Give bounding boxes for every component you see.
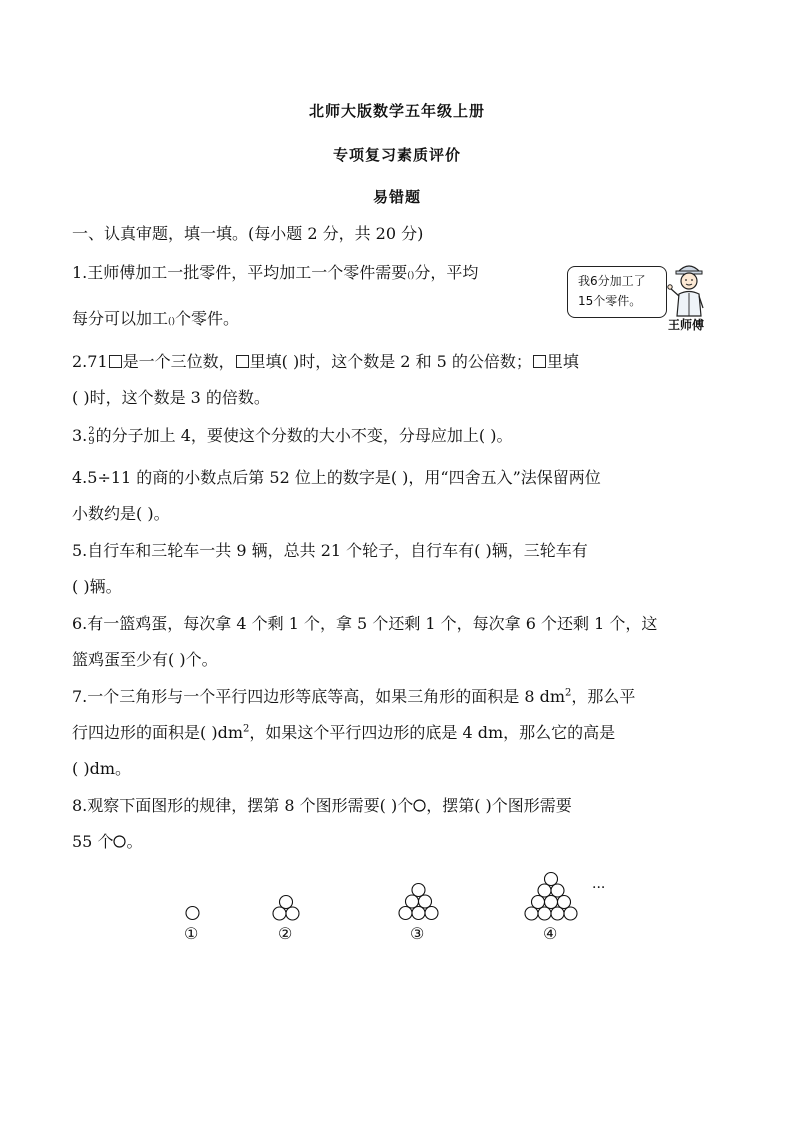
pattern-circle	[280, 895, 293, 908]
question-2-line-2: ( )时，这个数是 3 的倍数。	[72, 388, 270, 407]
question-5-line-2: ( )辆。	[72, 577, 122, 596]
pattern-circle	[418, 895, 431, 908]
pattern-circle	[186, 907, 199, 920]
pattern-circle	[286, 907, 299, 920]
q7-superscript-1: 2	[565, 687, 572, 699]
q8-text-c: 55 个	[72, 832, 114, 851]
figure-label-2: ②	[278, 924, 293, 943]
circle-icon	[413, 799, 426, 812]
question-5-line-1: 5.自行车和三轮车一共 9 辆，总共 21 个轮子，自行车有( )辆，三轮车有	[72, 541, 588, 560]
q7-text-a: 7.一个三角形与一个平行四边形等底等高，如果三角形的面积是 8 dm	[72, 687, 566, 706]
q2-text-a: 2.71	[72, 352, 108, 371]
topic-title: 易错题	[372, 188, 421, 206]
pattern-circle	[551, 907, 564, 920]
bubble-line-2: 15个零件。	[578, 294, 642, 308]
worker-icon	[664, 258, 714, 320]
q1-blank-2[interactable]: ()	[168, 317, 176, 327]
q1-text-a: 1.王师傅加工一批零件，平均加工一个零件需要	[72, 263, 408, 282]
digit-box	[533, 355, 546, 368]
question-7-line-3: ( )dm。	[72, 759, 131, 778]
pattern-circle	[425, 907, 438, 920]
q7-text-c: 行四边形的面积是( )dm	[72, 723, 243, 742]
question-7-line-1	[72, 687, 635, 707]
pattern-circle	[538, 884, 551, 897]
pattern-circle	[412, 907, 425, 920]
pattern-circle	[538, 907, 551, 920]
figure-label-3: ③	[410, 924, 425, 943]
q2-text-b: 是一个三位数，	[122, 352, 235, 371]
question-6-line-2: 篮鸡蛋至少有( )个。	[72, 650, 218, 669]
q7-superscript-2: 2	[243, 723, 250, 735]
pattern-circle	[551, 884, 564, 897]
figure-1	[184, 904, 201, 922]
q2-text-d: 里填	[546, 352, 579, 371]
question-1-line-1	[72, 263, 478, 286]
fraction-denominator: 9	[88, 435, 95, 447]
q7-text-b: ，那么平	[571, 687, 636, 706]
page-subtitle: 专项复习素质评价	[332, 146, 461, 164]
pattern-circle	[545, 895, 558, 908]
section-heading: 一、认真审题，填一填。(每小题 2 分，共 20 分)	[72, 224, 424, 243]
pattern-circle	[532, 895, 545, 908]
bubble-line-1: 我6分加工了	[578, 274, 646, 288]
q8-text-b: ，摆第( )个图形需要	[426, 796, 572, 815]
question-7-line-2	[72, 723, 615, 743]
q3-text: 的分子加上 4，要使这个分数的大小不变，分母应加上( )。	[95, 426, 513, 445]
q8-text-a: 8.观察下面图形的规律，摆第 8 个图形需要( )个	[72, 796, 414, 815]
circle-icon	[113, 835, 126, 848]
pattern-circle	[273, 907, 286, 920]
pattern-circle	[525, 907, 538, 920]
figure-4	[523, 870, 579, 922]
question-2-line-1	[72, 352, 579, 372]
q8-text-d: 。	[126, 832, 143, 851]
figure-3	[397, 881, 440, 922]
pattern-circle	[405, 895, 418, 908]
digit-box	[109, 355, 122, 368]
question-6-line-1: 6.有一篮鸡蛋，每次拿 4 个剩 1 个，拿 5 个还剩 1 个，每次拿 6 个还剩 1 个，这	[72, 614, 658, 633]
pattern-circle	[412, 884, 425, 897]
q3-prefix: 3.	[72, 426, 88, 445]
figure-2	[271, 893, 301, 922]
fraction-two-ninths	[88, 427, 94, 447]
q1-blank-1[interactable]: ()	[407, 271, 415, 281]
speech-bubble	[567, 266, 667, 318]
question-1-line-2	[72, 309, 239, 332]
pattern-circle	[399, 907, 412, 920]
question-8-line-1	[72, 796, 572, 816]
question-4-line-2: 小数约是( )。	[72, 504, 170, 523]
question-3	[72, 426, 512, 447]
pattern-circle	[545, 872, 558, 885]
fraction-numerator: 2	[88, 425, 95, 437]
pattern-ellipsis: ···	[592, 880, 606, 896]
figure-label-4: ④	[543, 924, 558, 943]
question-8-line-2	[72, 832, 142, 852]
q1-text-c: 每分可以加工	[72, 309, 169, 328]
page-title: 北师大版数学五年级上册	[308, 102, 485, 120]
pattern-circle	[564, 907, 577, 920]
pattern-circle	[558, 895, 571, 908]
digit-box	[236, 355, 249, 368]
worker-name: 王师傅	[668, 318, 705, 332]
q7-text-d: ，如果这个平行四边形的底是 4 dm，那么它的高是	[249, 723, 616, 742]
q2-text-c: 里填( )时，这个数是 2 和 5 的公倍数；	[249, 352, 532, 371]
q1-text-d: 个零件。	[175, 309, 240, 328]
figure-label-1: ①	[184, 924, 199, 943]
q1-text-b: 分，平均	[414, 263, 479, 282]
question-4-line-1: 4.5÷11 的商的小数点后第 52 位上的数字是( )，用“四舍五入”法保留两位	[72, 468, 601, 487]
